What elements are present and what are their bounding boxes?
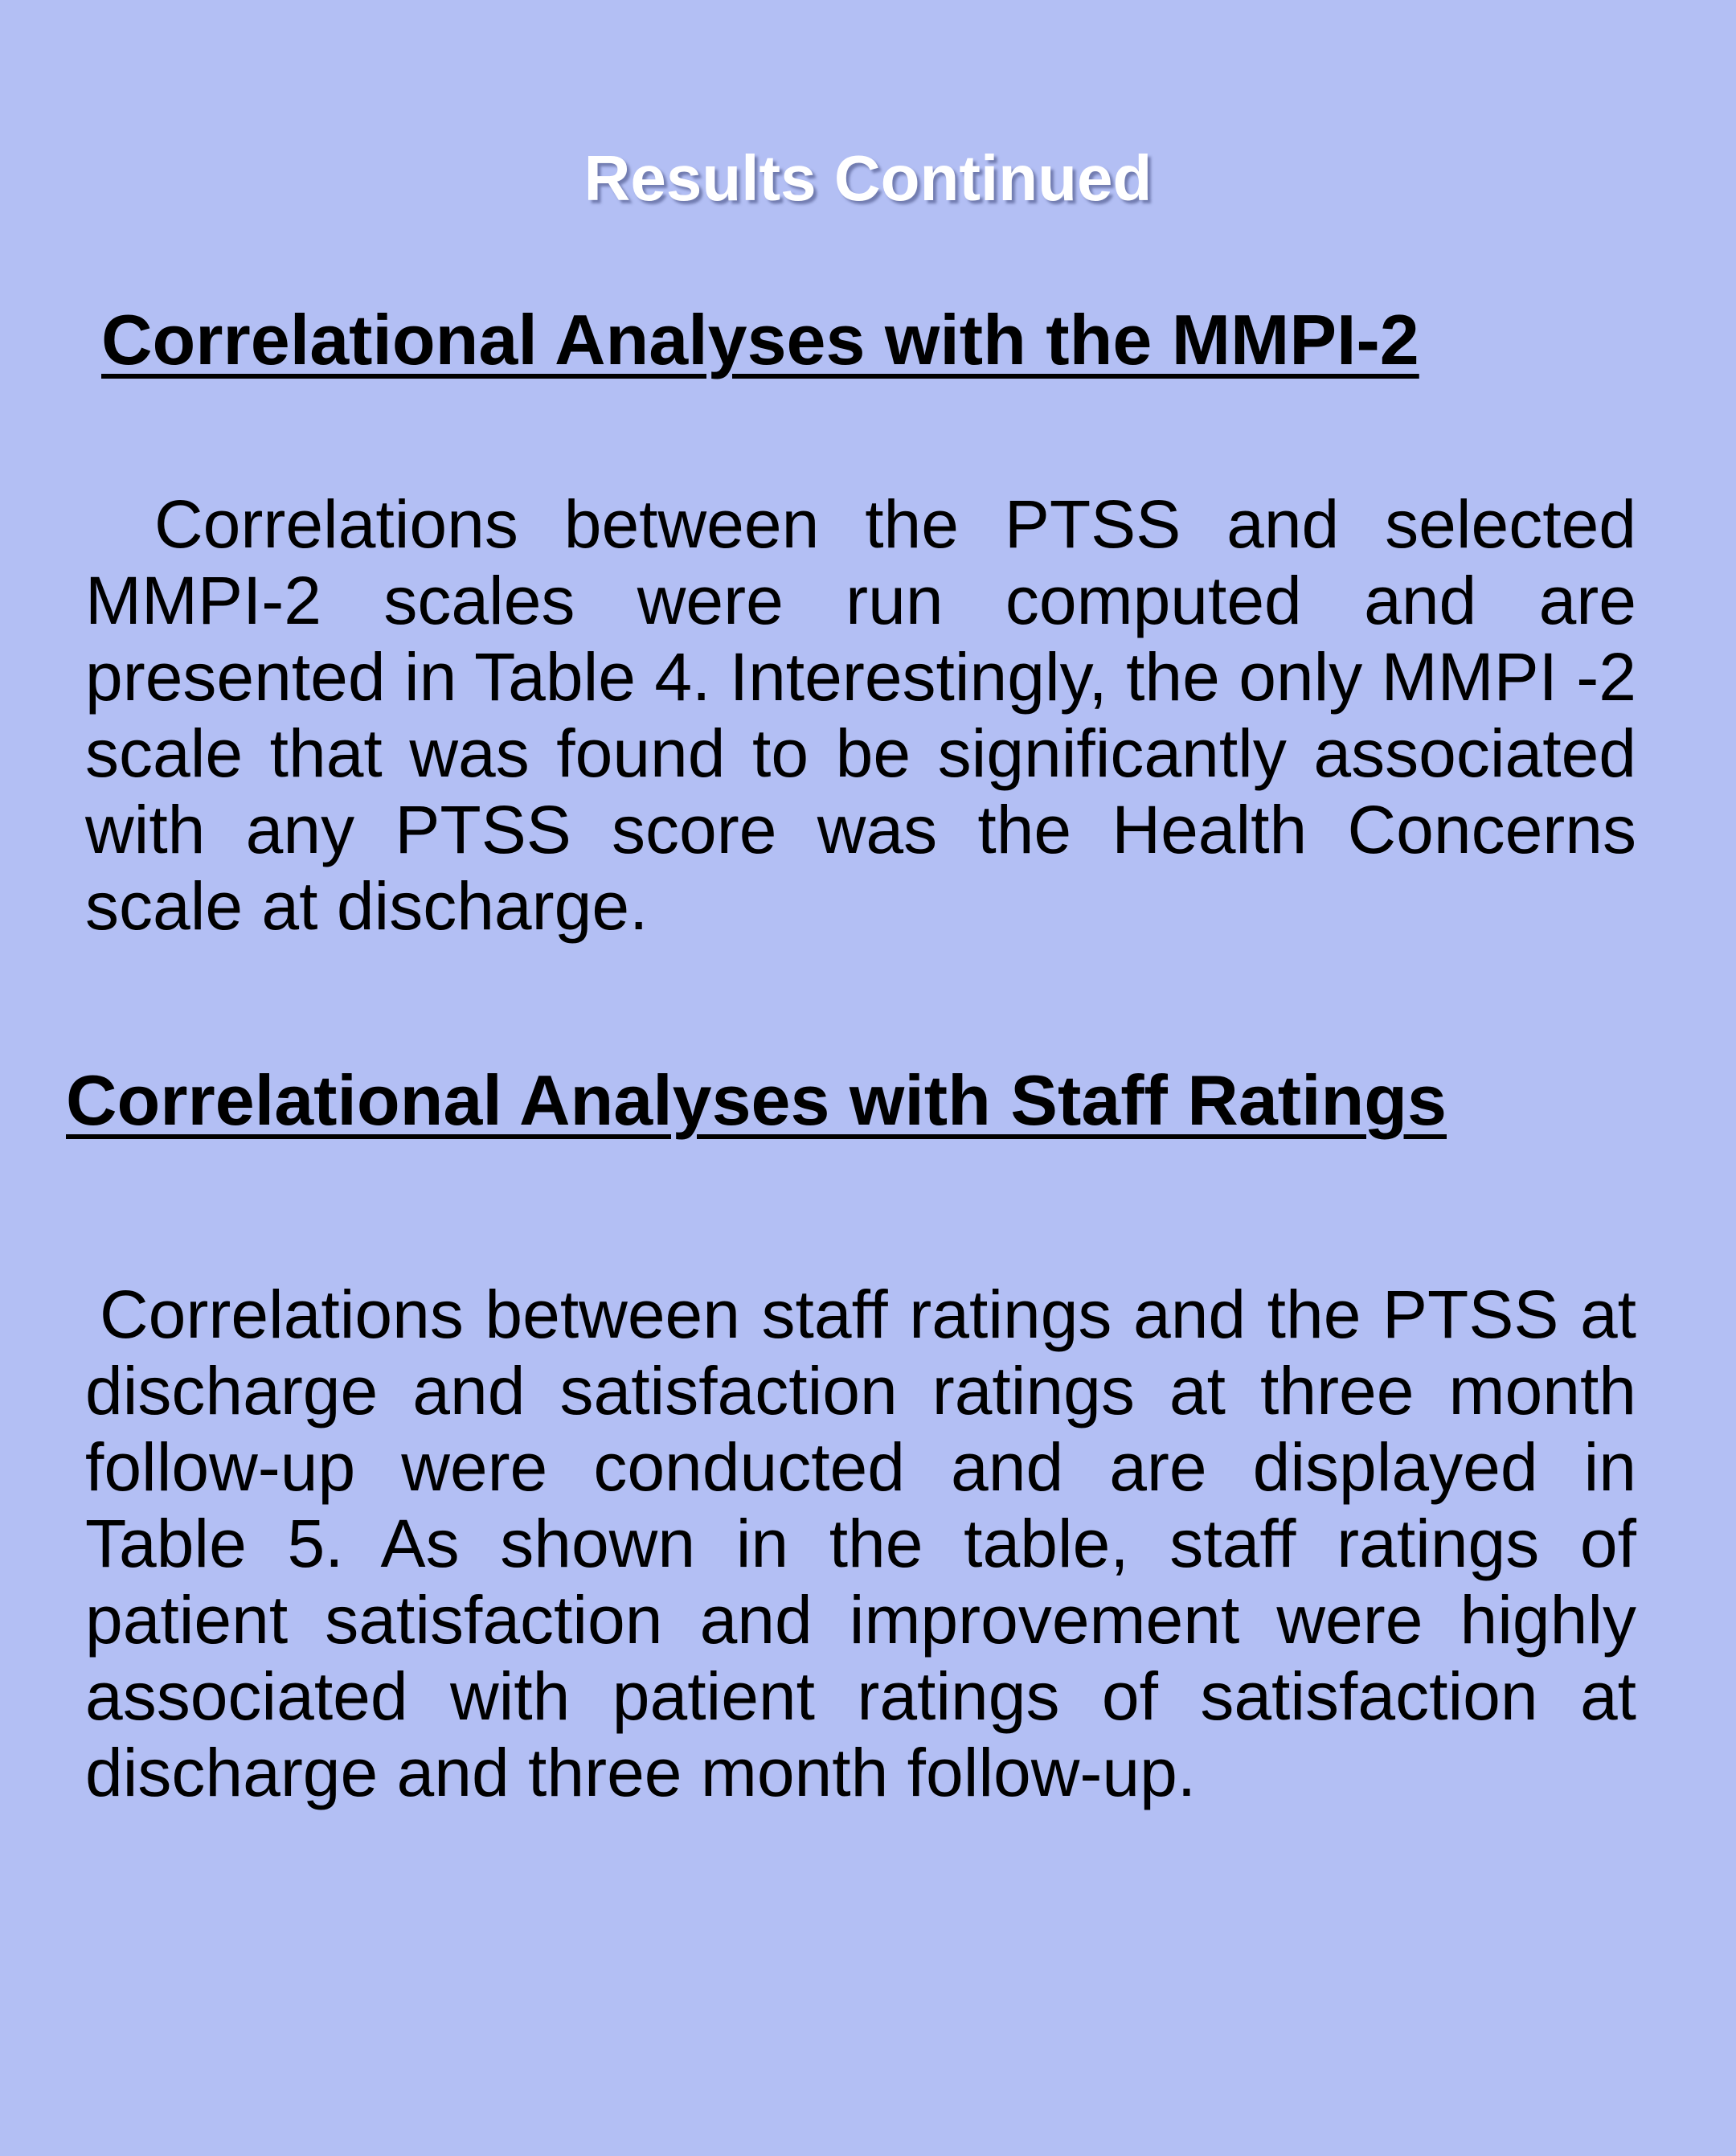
section-heading-mmpi: Correlational Analyses with the MMPI-2 [101, 300, 1419, 379]
section-heading-staff-ratings: Correlational Analyses with Staff Ratings [66, 1060, 1447, 1140]
section-body-mmpi: Correlations between the PTSS and selected MMPI-2 scales were run computed and are presented in Table 4. Interestingly, the only MMPI -2 scale that was found to be significantly associated with any PTSS score was the Health Concerns scale at discharge. [85, 486, 1636, 944]
page-title: Results Continued [583, 142, 1153, 214]
section-body-staff-ratings: Correlations between staff ratings and the PTSS at discharge and satisfaction ratings at three month follow-up were conducted and are displayed in Table 5. As shown in the table, staff ratings of patient satisfaction and improvement were highly associated with patient ratings of satisfaction at discharge and three month follow-up. [85, 1277, 1636, 1810]
